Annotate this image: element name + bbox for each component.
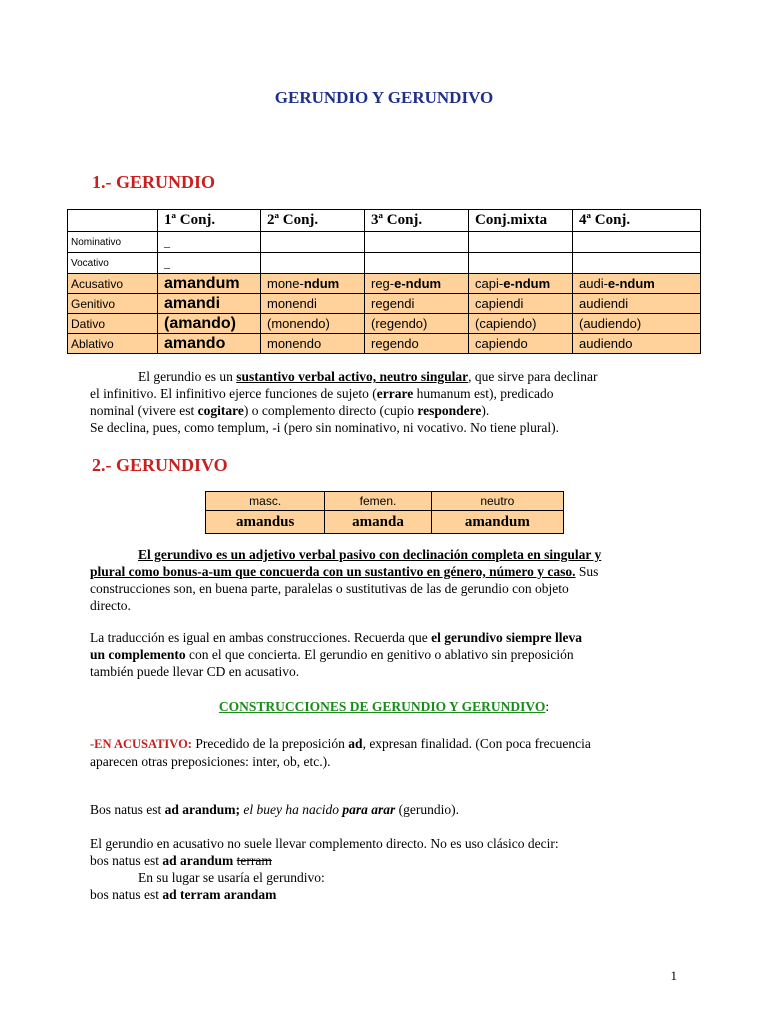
ending: e-ndum: [607, 276, 655, 291]
stem: mone-: [267, 276, 304, 291]
table-cell: _: [158, 232, 261, 253]
table-cell: [573, 232, 701, 253]
table-cell: amandi: [158, 294, 261, 314]
case-name: Nominativo: [68, 232, 158, 253]
acusativo-label: -EN ACUSATIVO:: [90, 737, 192, 751]
table-cell: amandum: [158, 274, 261, 294]
table-row: [68, 232, 701, 253]
table-header-mixta: Conj.mixta: [469, 210, 573, 232]
gerundivo-table: [205, 491, 564, 534]
ending: ndum: [303, 276, 340, 291]
table-header-neutro: neutro: [431, 492, 563, 511]
table-cell: [469, 232, 573, 253]
case-name: Acusativo: [68, 274, 158, 294]
table-cell: regendi: [365, 294, 469, 314]
table-row: [68, 294, 701, 314]
table-cell: amandus: [206, 511, 325, 534]
case-name: Genitivo: [68, 294, 158, 314]
table-header-conj3: 3ª Conj.: [365, 210, 469, 232]
ending: e-ndum: [394, 276, 442, 291]
gerundivo-paragraph: El gerundivo es un adjetivo verbal pasivo con declinación completa en singular y plural como bonus-a-um que concuerda con un sustantivo en género, número y caso. Sus construcciones son, en buena parte, paralelas o sustitutivas de las de gerundio con objeto directo.: [90, 547, 602, 613]
page-title: GERUNDIO Y GERUNDIVO: [274, 88, 494, 107]
table-cell: capiendo: [469, 334, 573, 354]
table-cell: (regendo): [365, 314, 469, 334]
case-name: Dativo: [68, 314, 158, 334]
table-cell: (audiendo): [573, 314, 701, 334]
table-cell: [261, 274, 365, 294]
acusativo-paragraph: -EN ACUSATIVO: Precedido de la preposición ad, expresan finalidad. (Con poca frecuencia aparecen otras preposiciones: inter, ob, etc.).: [90, 736, 591, 769]
stem: reg-: [371, 276, 395, 291]
table-header-conj4: 4ª Conj.: [573, 210, 701, 232]
ending: e-ndum: [503, 276, 551, 291]
table-header-conj1: 1ª Conj.: [158, 210, 261, 232]
section-heading-gerundio: 1.- GERUNDIO: [92, 172, 216, 192]
table-cell: amandum: [431, 511, 563, 534]
page-number: 1: [670, 968, 677, 983]
table-cell: (amando): [158, 314, 261, 334]
table-row: [68, 334, 701, 354]
table-cell: audiendo: [573, 334, 701, 354]
table-cell: capiendi: [469, 294, 573, 314]
table-cell: amanda: [325, 511, 431, 534]
table-cell: [365, 253, 469, 274]
table-cell: (capiendo): [469, 314, 573, 334]
stem: audi-: [579, 276, 608, 291]
translation-paragraph: La traducción es igual en ambas construcciones. Recuerda que el gerundivo siempre lleva un complemento con el que concierta. El gerundio en genitivo o ablativo sin preposición también puede llevar CD en acusativo.: [90, 630, 582, 679]
table-cell: amando: [158, 334, 261, 354]
table-cell: (monendo): [261, 314, 365, 334]
table-cell: monendo: [261, 334, 365, 354]
example-2: El gerundio en acusativo no suele llevar complemento directo. No es uso clásico decir: bos natus est ad arandum terram En su lugar se usaría el gerundivo: bos natus est ad terram arandam: [90, 836, 559, 902]
table-cell: [573, 274, 701, 294]
constructions-heading: CONSTRUCCIONES DE GERUNDIO Y GERUNDIVO:: [218, 699, 550, 714]
table-header-masc: masc.: [206, 492, 325, 511]
table-cell: [261, 232, 365, 253]
table-row: [68, 274, 701, 294]
table-header-fem: femen.: [325, 492, 431, 511]
case-name: Ablativo: [68, 334, 158, 354]
table-cell: regendo: [365, 334, 469, 354]
table-cell: [261, 253, 365, 274]
table-cell: [365, 232, 469, 253]
table-cell: [469, 274, 573, 294]
section-heading-gerundivo: 2.- GERUNDIVO: [92, 455, 228, 475]
table-cell: monendi: [261, 294, 365, 314]
table-row: [68, 253, 701, 274]
table-row: [68, 314, 701, 334]
gerundio-declension-table: [67, 209, 701, 354]
gerundio-paragraph: El gerundio es un sustantivo verbal activo, neutro singular, que sirve para declinar el infinitivo. El infinitivo ejerce funciones de sujeto (errare humanum est), predicado nominal (vivere est cogitare) o complemento directo (cupio respondere). Se declina, pues, como templum, -i (pero sin nominativo, ni vocativo. No tiene plural).: [90, 369, 598, 435]
table-cell: audiendi: [573, 294, 701, 314]
table-header-empty: [68, 210, 158, 232]
table-cell: [573, 253, 701, 274]
stem: capi-: [475, 276, 504, 291]
example-1: Bos natus est ad arandum; el buey ha nacido para arar (gerundio).: [90, 802, 460, 817]
table-cell: [469, 253, 573, 274]
case-name: Vocativo: [68, 253, 158, 274]
table-cell: _: [158, 253, 261, 274]
table-header-conj2: 2ª Conj.: [261, 210, 365, 232]
table-cell: [365, 274, 469, 294]
